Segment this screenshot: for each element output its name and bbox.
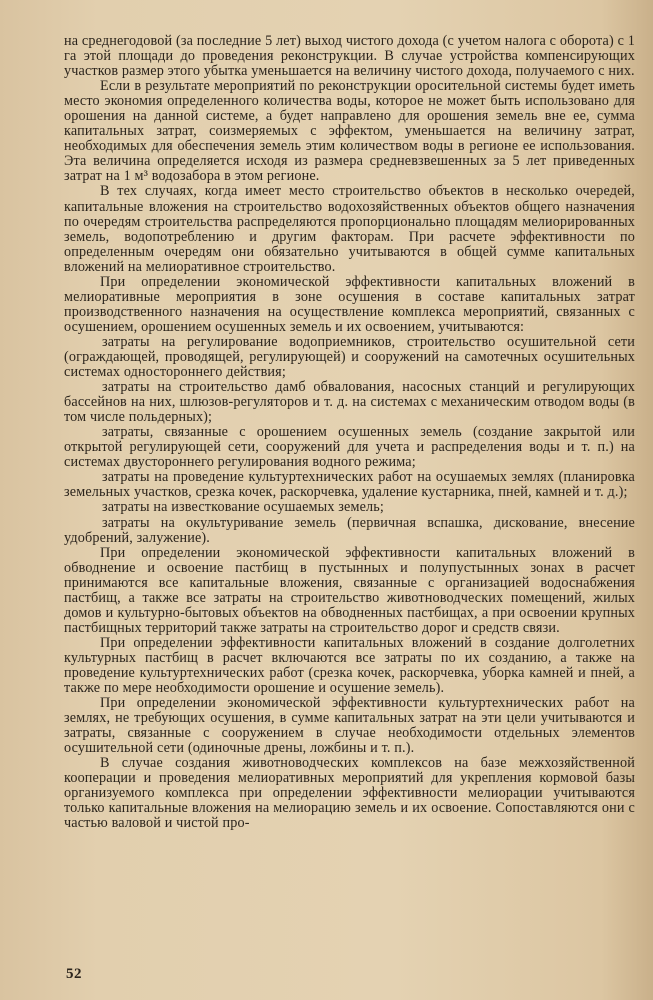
list-item-cultural-technical: затраты на проведение культуртехнических работ на осушаемых землях (планировка земельных участков, срезка кочек, раскорчевка, удаление кустарника, пней, камней и т. д.); — [64, 469, 635, 501]
list-item-liming: затраты на известкование осушаемых земель; — [102, 499, 384, 516]
list-item-dams-pumping: затраты на строительство дамб обвалования, насосных станций и регулирующих бассейнов на них, шлюзов-регуляторов и т. д. на системах с механическим отводом воды (в том числе польдерных); — [64, 379, 635, 426]
list-item-cultivation: затраты на окультуривание земель (первичная вспашка, дискование, внесение удобрений, залужение). — [64, 514, 635, 546]
page-body-text — [64, 34, 635, 831]
paragraph-construction-stages: В тех случаях, когда имеет место строительство объектов в несколько очередей, капитальные вложения на строительство водохозяйственных объектов общего назначения по очередям строительства распределяются пропорционально площадям мелиорированных земель, водопотреблению и другим факторам. При расчете эффективности по определенным очередям они обязательно учитываются в общей сумме капитальных вложений на мелиоративное строительство. — [64, 183, 635, 275]
list-item-receivers-regulation: затраты на регулирование водоприемников, строительство осушительной сети (ограждающей, проводящей, регулирующей) и сооружений на самотечных осушительных системах одностороннего действия; — [64, 333, 635, 381]
paragraph-long-term-pastures: При определении эффективности капитальных вложений в создание долголетних культурных пастбищ в расчет включаются все затраты по их созданию, а также на проведение культуртехнических работ (срезка кочек, раскорчевка, уборка камней и пней, а также по мере необходимости орошение и осушение земель). — [64, 634, 635, 697]
paragraph-water-savings: Если в результате мероприятий по реконструкции оросительной системы будет иметь место экономия определенного количества воды, которое не может быть использовано для орошения на данной системе, а будет направлено для орошения земель вне ее, сумма капитальных затрат, соизмеряемых с эффектом, уменьшается на величину затрат, необходимых для обеспечения земель этим количеством воды в регионе ее использования. Эта величина определяется исходя из размера средневзвешенных за 5 лет приведенных затрат на 1 м³ водозабора в этом регионе. — [64, 78, 635, 185]
paragraph-drainage-zone-intro: При определении экономической эффективности капитальных вложений в мелиоративные мероприятия в зоне осушения в составе капитальных затрат производственного назначения на осуществление комплекса мероприятий, связанных с осушением, орошением осушенных земель и их освоением, учитываются: — [64, 273, 635, 335]
paragraph-non-drained-lands: При определении экономической эффективности культуртехнических работ на землях, не требующих осушения, в сумме капитальных затрат на эти цели учитываются и затраты, связанные с сооружением в случае необходимости отдельных элементов осушительной сети (одиночные дрены, ложбины и т. п.). — [64, 695, 635, 757]
paragraph-continuation: на среднегодовой (за последние 5 лет) выход чистого дохода (с учетом налога с оборота) с 1 га этой площади до проведения реконструкции. В случае устройства компенсирующих участков размер этого убытка уменьшается на величину чистого дохода, получаемого с них. — [64, 33, 635, 80]
paragraph-pasture-watering: При определении экономической эффективности капитальных вложений в обводнение и освоение пастбищ в пустынных и полупустынных зонах в расчет принимаются все капитальные вложения, связанные с организацией водоснабжения пастбищ, а также все затраты на строительство животноводческих помещений, жилых домов и культурно-бытовых объектов на обводненных пастбищах, а при освоении крупных пастбищных территорий также затраты на строительство дорог и средств связи. — [64, 544, 635, 636]
list-item-irrigation-drained: затраты, связанные с орошением осушенных земель (создание закрытой или открытой регулирующей сети, сооружений для учета и распределения воды и т. п.) на системах двустороннего регулирования водного режима; — [64, 424, 635, 471]
paragraph-livestock-complexes: В случае создания животноводческих комплексов на базе межхозяйственной кооперации и проведения мелиоративных мероприятий для укрепления кормовой базы организуемого комплекса при определении эффективности мелиорации учитываются только капитальные вложения на мелиорацию земель и их освоение. Сопоставляются они с частью валовой и чистой про- — [64, 755, 635, 832]
page-number: 52 — [66, 966, 82, 982]
